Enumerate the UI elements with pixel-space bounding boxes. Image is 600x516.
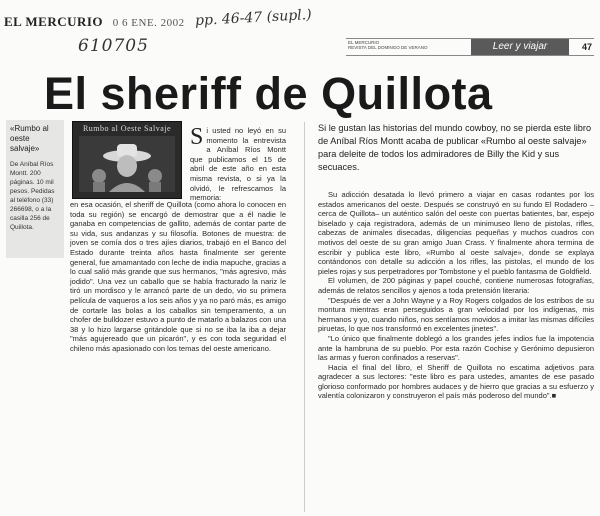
column-divider [304, 122, 305, 512]
publication-date: 0 6 ENE. 2002 [112, 17, 185, 29]
article-headline: El sheriff de Quillota [44, 68, 493, 119]
article-body-left: en esa ocasión, el sheriff de Quillota (como ahora lo conocen en toda su región) se encargó de demostrar que a él nadie le ganaba en competencias de gallito, además de contar parte de su vida, sus andanzas y su filosofía. Botones de muestra: de joven se comía dos o tres ajíes diarios, trabajó en el Banco del Estado durante treinta años hasta finalmente ser gerente general, fue amamantado con leche de india mapuche, gracias a lo cual salió más grande que sus hermanos, "más agresivo, más jodido". Una vez un caballo que se había fracturado la nariz le tiró un mordisco y le arrancó parte de un dedo, vio su primera película de vaqueros a los seis años y ya no paró más, es amigo de cortarle las bolas a los caballos sin temperamento, a un chofer de bulldozer estuvo a punto de matarlo a balazos con una 38 y lo hizo largarse gritándole que si no se iba la iba a dejar "más agujereado que un picarón", y es con toda seguridad el chileno más apasionado con los temas del oeste americano. [70, 200, 286, 353]
masthead [4, 14, 185, 30]
newspaper-name: EL MERCURIO [4, 14, 104, 29]
handwritten-archive-number: 610705 [78, 36, 149, 56]
drop-cap: S [190, 124, 204, 150]
body-paragraph: El volumen, de 200 páginas y papel couché, contiene numerosas fotografías, además de relatos sencillos y ajenos a toda pretensión literaria: [318, 276, 594, 295]
section-small-text: EL MERCURIO REVISTA DEL DOMINGO DE VERANO [348, 40, 428, 50]
body-paragraph: "Lo único que finalmente doblegó a los grandes jefes indios fue la impotencia ante la hambruna de su pueblo. Por esta razón Cochise y Gerónimo depusieron las armas y fueron confinados a reservas". [318, 333, 594, 363]
section-bar [346, 38, 594, 56]
body-paragraph: "Después de ver a John Wayne y a Roy Rogers colgados de los estribos de su montura mientras eran perseguidos a gran velocidad por los indígenas, mis hermanos y yo, cuando niños, nos sentíamos movidos a imitar las mismas difíciles piruetas, lo que nos transformó en excelentes jinetes". [318, 295, 594, 334]
book-details: De Aníbal Ríos Montt. 200 páginas. 10 mil pesos. Pedidas al teléfono (33) 266698, o a la casilla 256 de Quillota. [10, 161, 55, 231]
page-number: 47 [581, 42, 592, 52]
handwritten-page-reference: pp. 46-47 (supl.) [194, 6, 312, 30]
section-label: Leer y viajar [471, 39, 569, 55]
article-intro-column [190, 126, 286, 203]
cowboy-cover-art [79, 136, 175, 192]
article-lead: Si le gustan las historias del mundo cowboy, no se pierda este libro de Aníbal Ríos Montt acaba de publicar «Rumbo al oeste salvaje» para deleite de todos los admiradores de Billy the Kid y sus secuaces. [318, 123, 592, 172]
book-title: «Rumbo al oeste salvaje» [10, 124, 49, 153]
article-body-right [318, 190, 594, 401]
book-cover-image [72, 121, 182, 199]
intro-text: i usted no leyó en su momento la entrevista a Aníbal Ríos Montt que publicamos el 15 de abril de este año en esta misma revista, o si ya la olvidó, le refrescamos la memoria: [190, 126, 286, 203]
book-info-box [6, 120, 64, 258]
body-paragraph: Hacia el final del libro, el Sheriff de Quillota no escatima adjetivos para agradecer a sus lectores: "este libro es para ustedes, amantes de ese pasado glorioso conformado por hombres audaces y de hierro que gracias a su esfuerzo y valentía colonizaron y construyeron el país más poderoso del mundo".■ [318, 362, 594, 401]
body-paragraph: Su adicción desatada lo llevó primero a viajar en casas rodantes por los estados americanos del oeste. Después se construyó en su fundo El Rodadero –cerca de Quillota– un auténtico salón del oeste con puertas batientes, bar, espejo biselado y caja registradora, además de un minimuseo lleno de pistolas, rifles, cabezas de animales disecadas, diligencias pequeñas y muchos cuadros con motivos del oeste de su gran amigo Juan Crass. Y finalmente ahora termina de escribir y publica este libro, «Rumbo al oeste salvaje», donde se explaya contándonos con detalle su adicción a los rifles, las pistolas, el mundo de los pieles rojas y sus perpetradores por Tombstone y el pueblo fantasma de Goldfield. [318, 190, 594, 276]
cover-title: Rumbo al Oeste Salvaje [82, 124, 172, 133]
